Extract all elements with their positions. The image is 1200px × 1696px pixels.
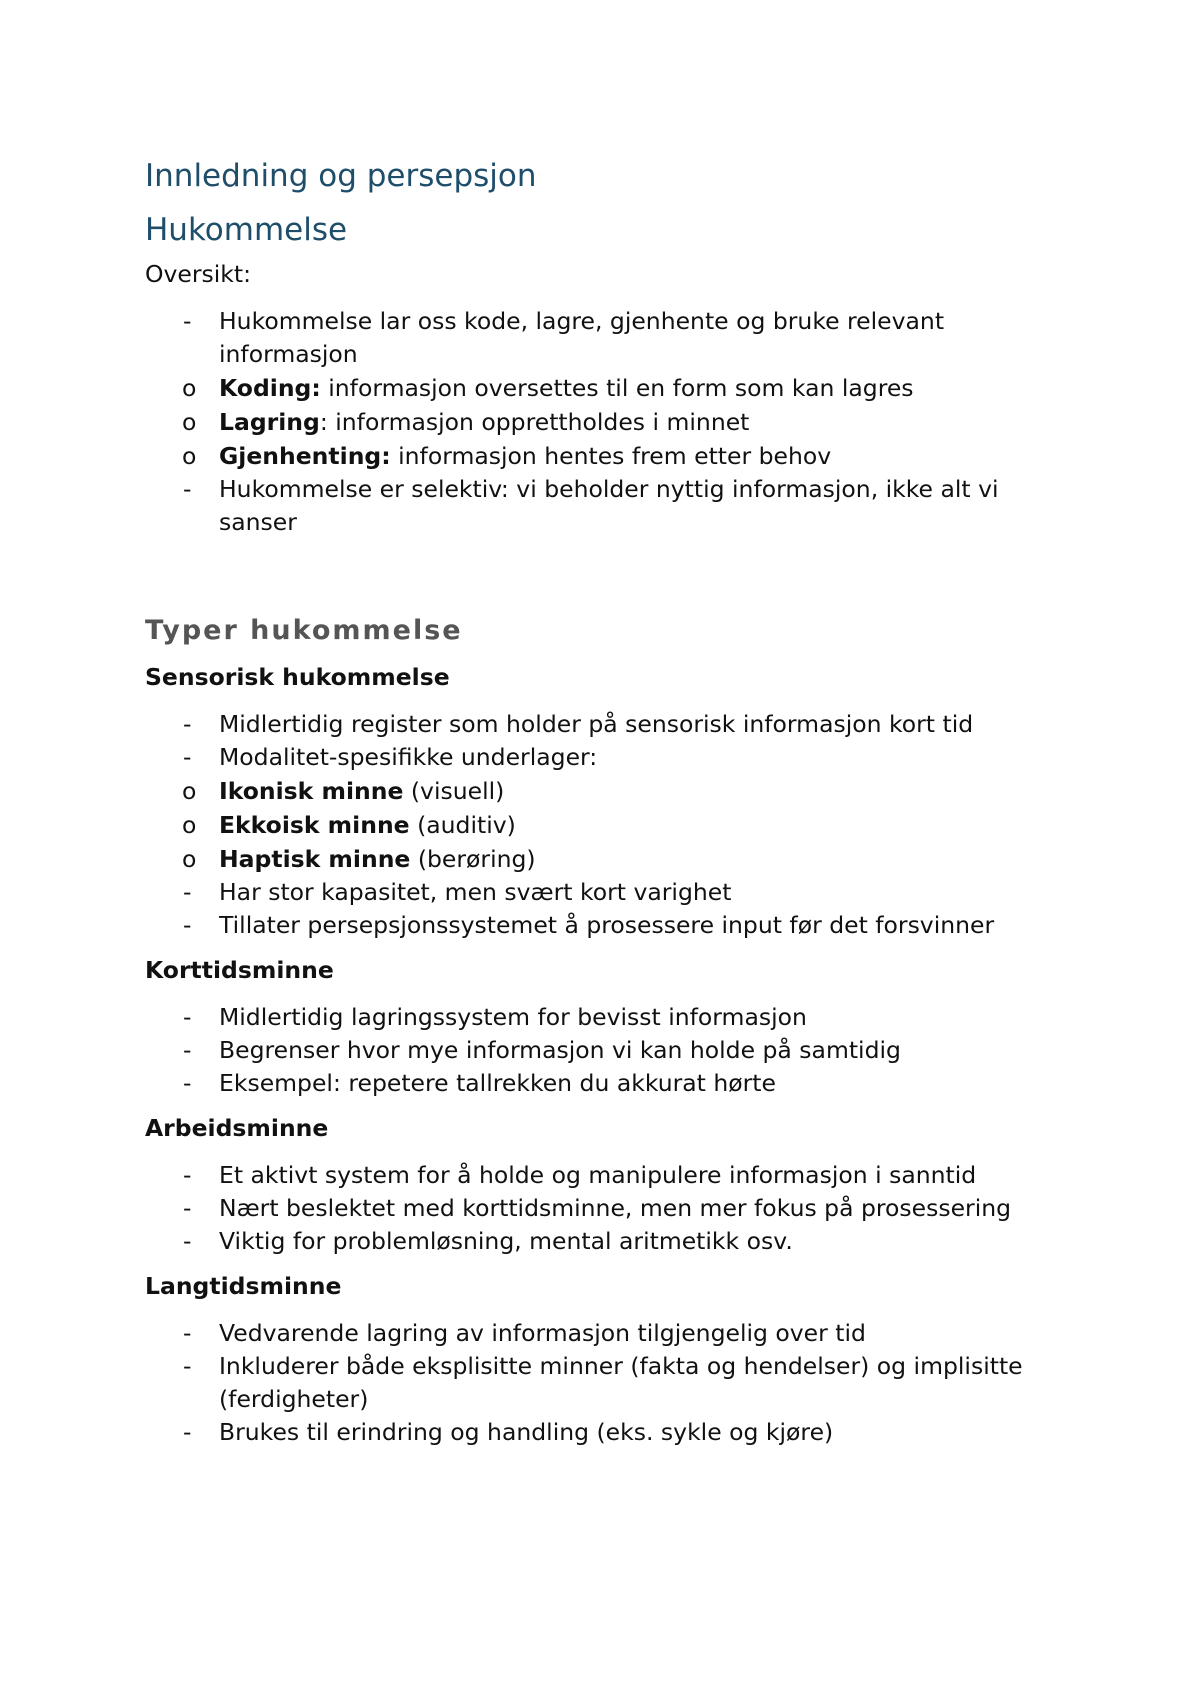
list-item-text: Har stor kapasitet, men svært kort varighet — [219, 878, 732, 906]
list-item-text: Tillater persepsjonssystemet å prosessere input før det forsvinner — [219, 911, 995, 939]
term-bold: Ekkoisk minne — [219, 811, 410, 839]
list-item-text: Hukommelse lar oss kode, lagre, gjenhente og bruke relevant informasjon — [219, 307, 945, 368]
dash-bullet: - — [183, 475, 192, 503]
term-text: informasjon hentes frem etter behov — [390, 442, 832, 470]
list-item-text: Viktig for problemløsning, mental aritmetikk osv. — [219, 1227, 793, 1255]
list-item-text: Midlertidig lagringssystem for bevisst informasjon — [219, 1003, 807, 1031]
list-item-text: Brukes til erindring og handling (eks. sykle og kjøre) — [219, 1418, 834, 1446]
list-item-text: Hukommelse er selektiv: vi beholder nyttig informasjon, ikke alt vi sanser — [219, 475, 999, 536]
sub-list — [145, 371, 1065, 473]
list-item-text: Begrenser hvor mye informasjon vi kan holde på samtidig — [219, 1036, 901, 1064]
dash-bullet: - — [183, 1418, 192, 1446]
term-bold: Gjenhenting: — [219, 442, 391, 470]
list-item — [145, 1001, 1065, 1034]
dash-bullet: - — [183, 911, 192, 939]
list-item — [145, 1350, 1065, 1416]
section-title-long-term: Langtidsminne — [145, 1272, 342, 1300]
circle-bullet: o — [182, 811, 197, 839]
list-item — [145, 741, 1065, 876]
dash-bullet: - — [183, 1003, 192, 1031]
dash-bullet: - — [183, 878, 192, 906]
circle-bullet: o — [182, 442, 197, 470]
heading-types: Typer hukommelse — [145, 615, 463, 646]
term-text: (auditiv) — [409, 811, 516, 839]
term-text: (visuell) — [403, 777, 505, 805]
dash-bullet: - — [183, 1352, 192, 1380]
dash-bullet: - — [183, 1227, 192, 1255]
sub-list-item — [145, 774, 1065, 808]
dash-bullet: - — [183, 710, 192, 738]
dash-bullet: - — [183, 743, 192, 771]
list-item — [145, 1034, 1065, 1067]
list-item — [145, 876, 1065, 909]
dash-bullet: - — [183, 1319, 192, 1347]
working-list — [145, 1159, 1065, 1258]
sensory-list — [145, 708, 1065, 942]
list-item-text: Et aktivt system for å holde og manipulere informasjon i sanntid — [219, 1161, 977, 1189]
section-title-short-term: Korttidsminne — [145, 956, 334, 984]
sub-list-item — [145, 405, 1065, 439]
dash-bullet: - — [183, 1194, 192, 1222]
list-item — [145, 909, 1065, 942]
long-term-list — [145, 1317, 1065, 1449]
list-item — [145, 1416, 1065, 1449]
circle-bullet: o — [182, 777, 197, 805]
list-item — [145, 1192, 1065, 1225]
heading-intro: Innledning og persepsjon — [145, 158, 537, 194]
list-item — [145, 305, 1065, 473]
dash-bullet: - — [183, 1036, 192, 1064]
sub-list — [145, 774, 1065, 876]
list-item-text: Midlertidig register som holder på sensorisk informasjon kort tid — [219, 710, 974, 738]
list-item-text: Nært beslektet med korttidsminne, men mer fokus på prosessering — [219, 1194, 1012, 1222]
document-content — [145, 154, 1065, 1449]
dash-bullet: - — [183, 307, 192, 335]
term-bold: Haptisk minne — [219, 845, 411, 873]
list-item-text: Eksempel: repetere tallrekken du akkurat hørte — [219, 1069, 776, 1097]
sub-list-item — [145, 371, 1065, 405]
sub-list-item — [145, 439, 1065, 473]
term-text: : informasjon opprettholdes i minnet — [319, 408, 750, 436]
heading-memory: Hukommelse — [145, 212, 348, 248]
list-item — [145, 708, 1065, 741]
list-item — [145, 473, 1065, 539]
sub-list-item — [145, 842, 1065, 876]
term-bold: Koding: — [219, 374, 321, 402]
list-item-text: Modalitet-spesifikke underlager: — [219, 743, 598, 771]
term-text: (berøring) — [410, 845, 536, 873]
list-item — [145, 1159, 1065, 1192]
circle-bullet: o — [182, 408, 197, 436]
term-bold: Ikonisk minne — [219, 777, 404, 805]
list-item — [145, 1225, 1065, 1258]
sub-list-item — [145, 808, 1065, 842]
term-text: informasjon oversettes til en form som kan lagres — [320, 374, 914, 402]
dash-bullet: - — [183, 1069, 192, 1097]
term-bold: Lagring — [219, 408, 320, 436]
circle-bullet: o — [182, 845, 197, 873]
section-title-sensory: Sensorisk hukommelse — [145, 663, 450, 691]
circle-bullet: o — [182, 374, 197, 402]
list-item — [145, 1317, 1065, 1350]
list-item-text: Inkluderer både eksplisitte minner (fakta og hendelser) og implisitte (ferdigheter) — [219, 1352, 1023, 1413]
dash-bullet: - — [183, 1161, 192, 1189]
overview-label: Oversikt: — [145, 260, 252, 288]
list-item — [145, 1067, 1065, 1100]
overview-list — [145, 305, 1065, 539]
short-term-list — [145, 1001, 1065, 1100]
section-title-working: Arbeidsminne — [145, 1114, 329, 1142]
list-item-text: Vedvarende lagring av informasjon tilgjengelig over tid — [219, 1319, 866, 1347]
